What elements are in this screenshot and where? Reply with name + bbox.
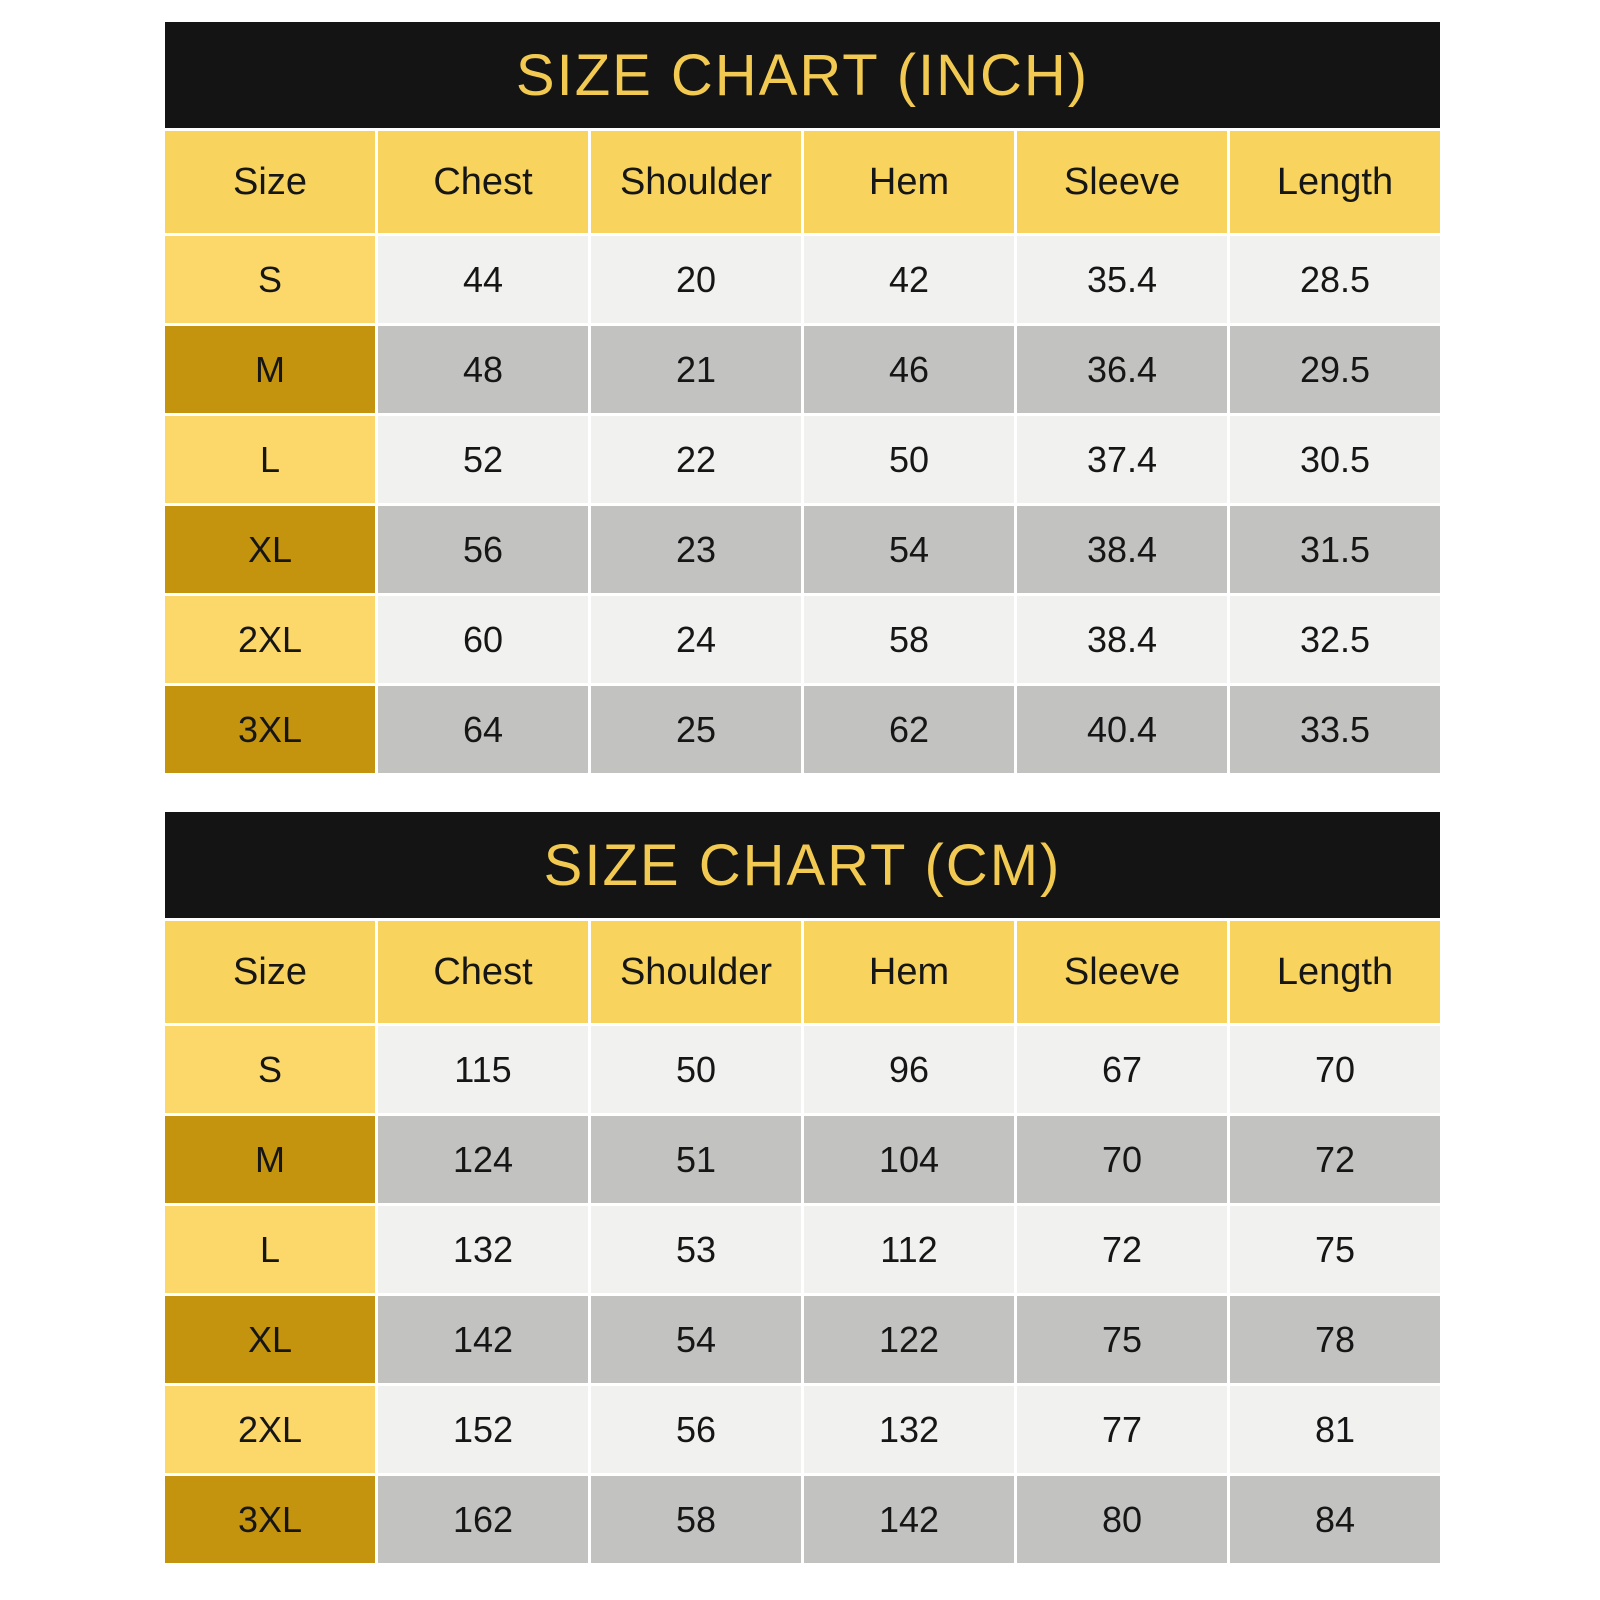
header-cell-length: Length	[1230, 131, 1440, 233]
value-cell: 54	[591, 1296, 801, 1383]
size-cell: S	[165, 1026, 375, 1113]
size-chart-cm-title-band	[165, 812, 1440, 918]
header-cell-chest: Chest	[378, 921, 588, 1023]
size-chart-inch	[165, 22, 1440, 773]
value-cell: 42	[804, 236, 1014, 323]
value-cell: 142	[378, 1296, 588, 1383]
value-cell: 104	[804, 1116, 1014, 1203]
value-cell: 29.5	[1230, 326, 1440, 413]
header-cell-shoulder: Shoulder	[591, 921, 801, 1023]
value-cell: 44	[378, 236, 588, 323]
value-cell: 64	[378, 686, 588, 773]
size-cell: 2XL	[165, 596, 375, 683]
value-cell: 32.5	[1230, 596, 1440, 683]
size-cell: XL	[165, 506, 375, 593]
size-chart-cm-table	[165, 921, 1440, 1563]
value-cell: 58	[804, 596, 1014, 683]
header-cell-size: Size	[165, 131, 375, 233]
header-cell-sleeve: Sleeve	[1017, 131, 1227, 233]
value-cell: 72	[1017, 1206, 1227, 1293]
value-cell: 50	[591, 1026, 801, 1113]
value-cell: 72	[1230, 1116, 1440, 1203]
value-cell: 36.4	[1017, 326, 1227, 413]
size-cell: M	[165, 326, 375, 413]
size-cell: 3XL	[165, 686, 375, 773]
value-cell: 48	[378, 326, 588, 413]
size-chart-cm-title: SIZE CHART (CM)	[543, 832, 1062, 898]
header-cell-sleeve: Sleeve	[1017, 921, 1227, 1023]
value-cell: 25	[591, 686, 801, 773]
value-cell: 21	[591, 326, 801, 413]
value-cell: 152	[378, 1386, 588, 1473]
value-cell: 46	[804, 326, 1014, 413]
value-cell: 60	[378, 596, 588, 683]
size-cell: 2XL	[165, 1386, 375, 1473]
size-charts-page	[165, 22, 1440, 1563]
value-cell: 40.4	[1017, 686, 1227, 773]
value-cell: 38.4	[1017, 596, 1227, 683]
value-cell: 53	[591, 1206, 801, 1293]
value-cell: 30.5	[1230, 416, 1440, 503]
value-cell: 78	[1230, 1296, 1440, 1383]
value-cell: 38.4	[1017, 506, 1227, 593]
size-chart-inch-table	[165, 131, 1440, 773]
value-cell: 22	[591, 416, 801, 503]
value-cell: 54	[804, 506, 1014, 593]
value-cell: 75	[1230, 1206, 1440, 1293]
value-cell: 77	[1017, 1386, 1227, 1473]
value-cell: 24	[591, 596, 801, 683]
size-cell: L	[165, 1206, 375, 1293]
value-cell: 112	[804, 1206, 1014, 1293]
value-cell: 162	[378, 1476, 588, 1563]
value-cell: 132	[804, 1386, 1014, 1473]
value-cell: 56	[591, 1386, 801, 1473]
size-cell: S	[165, 236, 375, 323]
value-cell: 67	[1017, 1026, 1227, 1113]
size-cell: L	[165, 416, 375, 503]
value-cell: 70	[1017, 1116, 1227, 1203]
value-cell: 75	[1017, 1296, 1227, 1383]
value-cell: 142	[804, 1476, 1014, 1563]
value-cell: 70	[1230, 1026, 1440, 1113]
header-cell-shoulder: Shoulder	[591, 131, 801, 233]
value-cell: 52	[378, 416, 588, 503]
value-cell: 62	[804, 686, 1014, 773]
value-cell: 20	[591, 236, 801, 323]
header-cell-chest: Chest	[378, 131, 588, 233]
value-cell: 81	[1230, 1386, 1440, 1473]
value-cell: 115	[378, 1026, 588, 1113]
size-chart-cm	[165, 812, 1440, 1563]
value-cell: 37.4	[1017, 416, 1227, 503]
value-cell: 122	[804, 1296, 1014, 1383]
value-cell: 58	[591, 1476, 801, 1563]
header-cell-hem: Hem	[804, 131, 1014, 233]
size-chart-inch-title-band	[165, 22, 1440, 128]
value-cell: 50	[804, 416, 1014, 503]
size-cell: M	[165, 1116, 375, 1203]
value-cell: 31.5	[1230, 506, 1440, 593]
header-cell-hem: Hem	[804, 921, 1014, 1023]
value-cell: 51	[591, 1116, 801, 1203]
value-cell: 96	[804, 1026, 1014, 1113]
header-cell-size: Size	[165, 921, 375, 1023]
size-chart-inch-title: SIZE CHART (INCH)	[515, 42, 1090, 108]
size-cell: 3XL	[165, 1476, 375, 1563]
value-cell: 84	[1230, 1476, 1440, 1563]
value-cell: 132	[378, 1206, 588, 1293]
size-cell: XL	[165, 1296, 375, 1383]
value-cell: 124	[378, 1116, 588, 1203]
value-cell: 80	[1017, 1476, 1227, 1563]
value-cell: 33.5	[1230, 686, 1440, 773]
value-cell: 56	[378, 506, 588, 593]
value-cell: 28.5	[1230, 236, 1440, 323]
header-cell-length: Length	[1230, 921, 1440, 1023]
value-cell: 35.4	[1017, 236, 1227, 323]
value-cell: 23	[591, 506, 801, 593]
